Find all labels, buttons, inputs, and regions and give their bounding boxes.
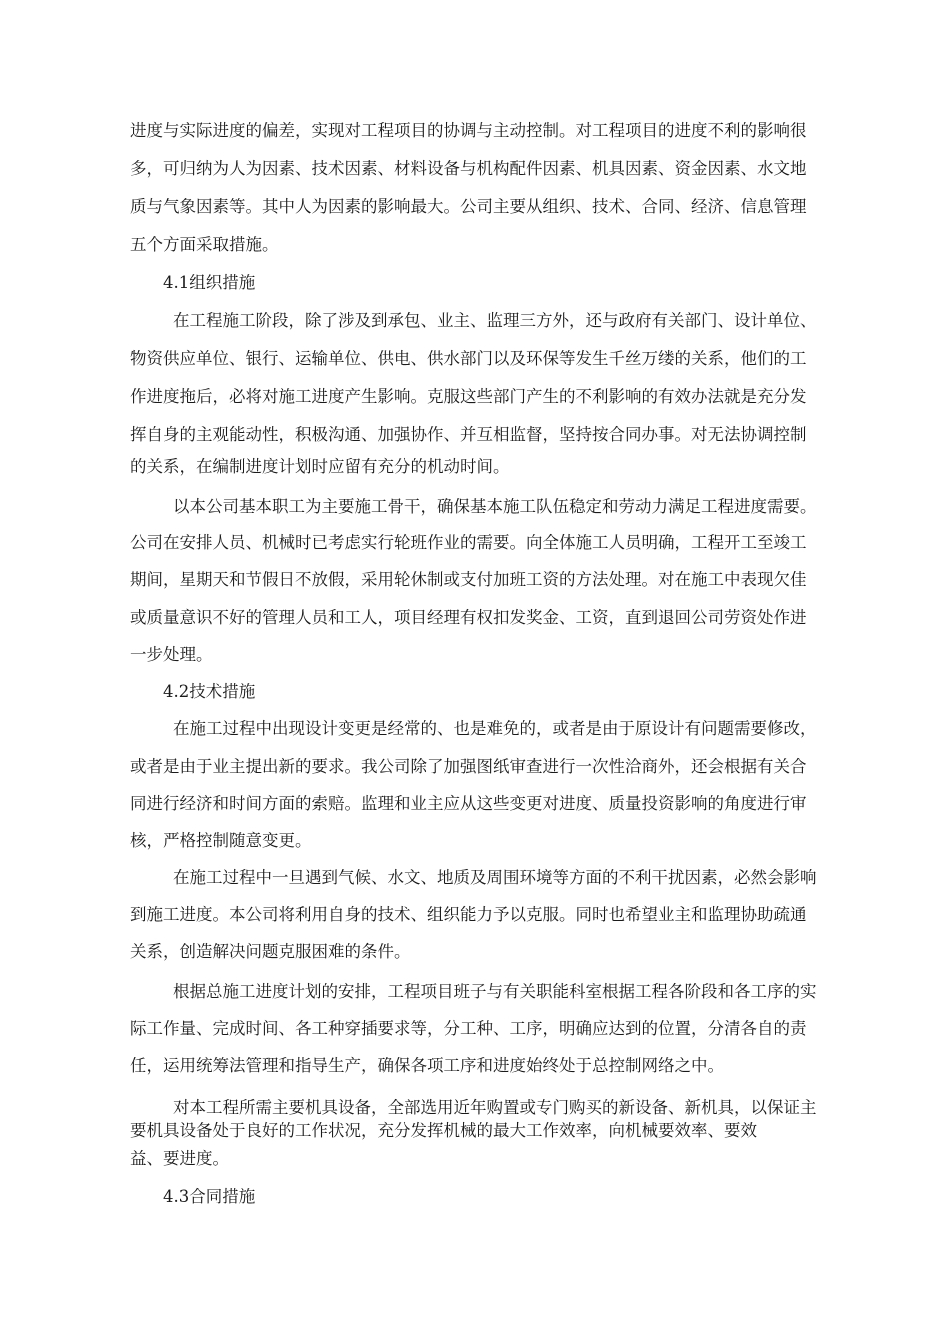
paragraph-line: 益、要进度。 xyxy=(130,1149,229,1168)
paragraph-line: 作进度拖后，必将对施工进度产生影响。克服这些部门产生的不利影响的有效办法就是充分发 xyxy=(130,387,807,406)
paragraph-line: 或者是由于业主提出新的要求。我公司除了加强图纸审查进行一次性洽商外，还会根据有关合 xyxy=(130,757,807,776)
paragraph-line: 以本公司基本职工为主要施工骨干，确保基本施工队伍稳定和劳动力满足工程进度需要。 xyxy=(173,497,817,516)
paragraph-line: 五个方面采取措施。 xyxy=(130,235,279,254)
paragraph-line: 关系，创造解决问题克服困难的条件。 xyxy=(130,942,411,961)
paragraph-line: 任，运用统筹法管理和指导生产，确保各项工序和进度始终处于总控制网络之中。 xyxy=(130,1056,724,1075)
paragraph-line: 际工作量、完成时间、各工种穿插要求等，分工种、工序，明确应达到的位置，分清各自的责 xyxy=(130,1019,807,1038)
paragraph-line: 同进行经济和时间方面的索赔。监理和业主应从这些变更对进度、质量投资影响的角度进行审 xyxy=(130,794,807,813)
paragraph-line: 对本工程所需主要机具设备，全部选用近年购置或专门购买的新设备、新机具，以保证主 xyxy=(173,1098,817,1117)
paragraph-line: 期间，星期天和节假日不放假，采用轮休制或支付加班工资的方法处理。对在施工中表现欠佳 xyxy=(130,570,807,589)
paragraph-line: 在施工过程中出现设计变更是经常的、也是难免的，或者是由于原设计有问题需要修改， xyxy=(173,719,817,738)
paragraph-line: 公司在安排人员、机械时已考虑实行轮班作业的需要。向全体施工人员明确，工程开工至竣工 xyxy=(130,533,807,552)
paragraph-line: 挥自身的主观能动性，积极沟通、加强协作、并互相监督，坚持按合同办事。对无法协调控制 xyxy=(130,425,807,444)
section-heading: 4.3合同措施 xyxy=(163,1187,256,1206)
section-heading: 4.2技术措施 xyxy=(163,682,256,701)
paragraph-line: 物资供应单位、银行、运输单位、供电、供水部门以及环保等发生千丝万缕的关系，他们的工 xyxy=(130,349,807,368)
paragraph-line: 根据总施工进度计划的安排，工程项目班子与有关职能科室根据工程各阶段和各工序的实 xyxy=(173,982,817,1001)
paragraph-line: 或质量意识不好的管理人员和工人，项目经理有权扣发奖金、工资，直到退回公司劳资处作进 xyxy=(130,608,807,627)
paragraph-line: 进度与实际进度的偏差，实现对工程项目的协调与主动控制。对工程项目的进度不利的影响很 xyxy=(130,121,807,140)
paragraph-line: 到施工进度。本公司将利用自身的技术、组织能力予以克服。同时也希望业主和监理协助疏通 xyxy=(130,905,807,924)
section-heading: 4.1组织措施 xyxy=(163,273,256,292)
paragraph-line: 在施工过程中一旦遇到气候、水文、地质及周围环境等方面的不利干扰因素，必然会影响 xyxy=(173,868,817,887)
paragraph-line: 核，严格控制随意变更。 xyxy=(130,831,312,850)
paragraph-line: 的关系，在编制进度计划时应留有充分的机动时间。 xyxy=(130,457,510,476)
paragraph-line: 质与气象因素等。其中人为因素的影响最大。公司主要从组织、技术、合同、经济、信息管理 xyxy=(130,197,807,216)
paragraph-line: 一步处理。 xyxy=(130,645,213,664)
paragraph-line: 多，可归纳为人为因素、技术因素、材料设备与机构配件因素、机具因素、资金因素、水文地 xyxy=(130,159,807,178)
paragraph-line: 在工程施工阶段，除了涉及到承包、业主、监理三方外，还与政府有关部门、设计单位、 xyxy=(173,311,817,330)
paragraph-line: 要机具设备处于良好的工作状况，充分发挥机械的最大工作效率，向机械要效率、要效 xyxy=(130,1121,757,1140)
